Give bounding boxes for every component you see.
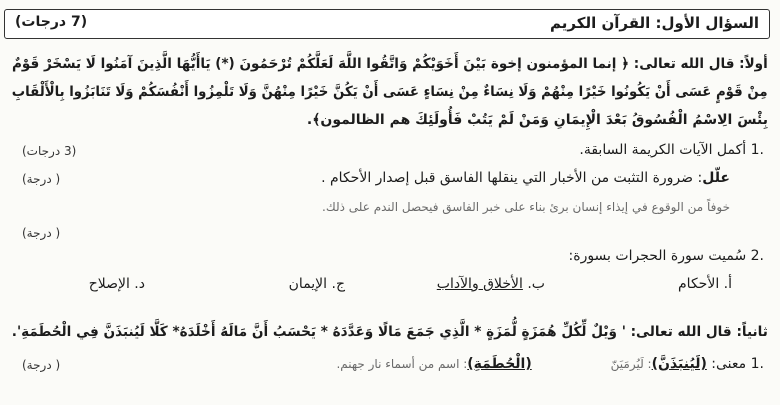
reason-label: علّل	[702, 170, 730, 186]
option-d: د. الإصلاح	[88, 276, 145, 292]
verse-line-1: أولاً: قال الله تعالى: ﴿ إنما المؤمنون إخوة بَيْنَ أَخَوَيْكُمْ وَاتَّقُوا اللَّهَ لَعَلَّكُمْ تُرْحَمُونَ (*) يَاأَيُّهَا الَّذِينَ آمَنُوا لَا يَسْخَرْ قَوْمٌ	[12, 56, 768, 72]
question-1-text: .1 أكمل الآيات الكريمة السابقة.	[579, 142, 764, 158]
reason-answer: خوفاً من الوقوع في إيذاء إنسان برئ بناء على خبر الفاسق فيحصل الندم على ذلك.	[322, 200, 730, 214]
option-b-prefix: ب.	[522, 276, 545, 292]
option-a: أ. الأحكام	[678, 276, 732, 292]
question-2-text: .2 سُميت سورة الحجرات بسورة:	[568, 248, 764, 264]
meaning-label: .1 معنى:	[711, 356, 764, 372]
word-2: (الْحُطَمَةِ)	[467, 356, 532, 372]
reason-line	[321, 170, 730, 186]
verse-line-2: مِنْ قَوْمٍ عَسَى أَنْ يَكُونُوا خَيْرًا مِنْهُمْ وَلَا نِسَاءٌ مِنْ نِسَاءٍ عَسَى أَنْ يَكُنَّ خَيْرًا مِنْهُنَّ وَلَا تَلْمِزُوا أَنْفُسَكُمْ وَلَا تَنَابَزُوا بِالْأَلْقَابِ	[12, 84, 768, 100]
option-b	[437, 276, 545, 292]
word-1: (لَيُنبَذَنَّ)	[651, 356, 707, 372]
question-header	[4, 9, 770, 39]
question-marks: (7 درجات)	[15, 14, 88, 30]
question-1-marks: (3 درجات)	[22, 144, 77, 158]
meaning-1: : لَيُرمَيَنّ	[610, 357, 652, 371]
reason-marks: ( درجة)	[22, 172, 61, 186]
option-c: ج. الإيمان	[288, 276, 345, 292]
meaning-line	[336, 356, 764, 372]
reason-text: : ضرورة التثبت من الأخبار التي ينقلها الفاسق قبل إصدار الأحكام .	[321, 170, 703, 186]
option-b-answer: الأخلاق والآداب	[436, 276, 523, 292]
part-2-verse: ثانياً: قال الله تعالى: ' وَيْلٌ لِّكُلِّ هُمَزَةٍ لُّمَزَةٍ * الَّذِي جَمَعَ مَالًا وَعَدَّدَهُ * يَحْسَبُ أَنَّ مَالَهُ أَخْلَدَهُ* كَلَّا لَيُنبَذَنَّ فِي الْحُطَمَةِ'.	[11, 324, 768, 340]
question-title: السؤال الأول: القرآن الكريم	[550, 14, 759, 32]
meaning-2: : اسم من أسماء نار جهنم.	[336, 357, 468, 371]
meaning-marks: ( درجة)	[22, 358, 61, 372]
verse-line-3: بِئْسَ الِاسْمُ الْفُسُوقُ بَعْدَ الْإِيمَانِ وَمَنْ لَمْ يَتُبْ فَأُولَئِكَ هم الظالمون﴾.	[306, 112, 768, 128]
question-2-marks: ( درجة)	[22, 226, 61, 240]
